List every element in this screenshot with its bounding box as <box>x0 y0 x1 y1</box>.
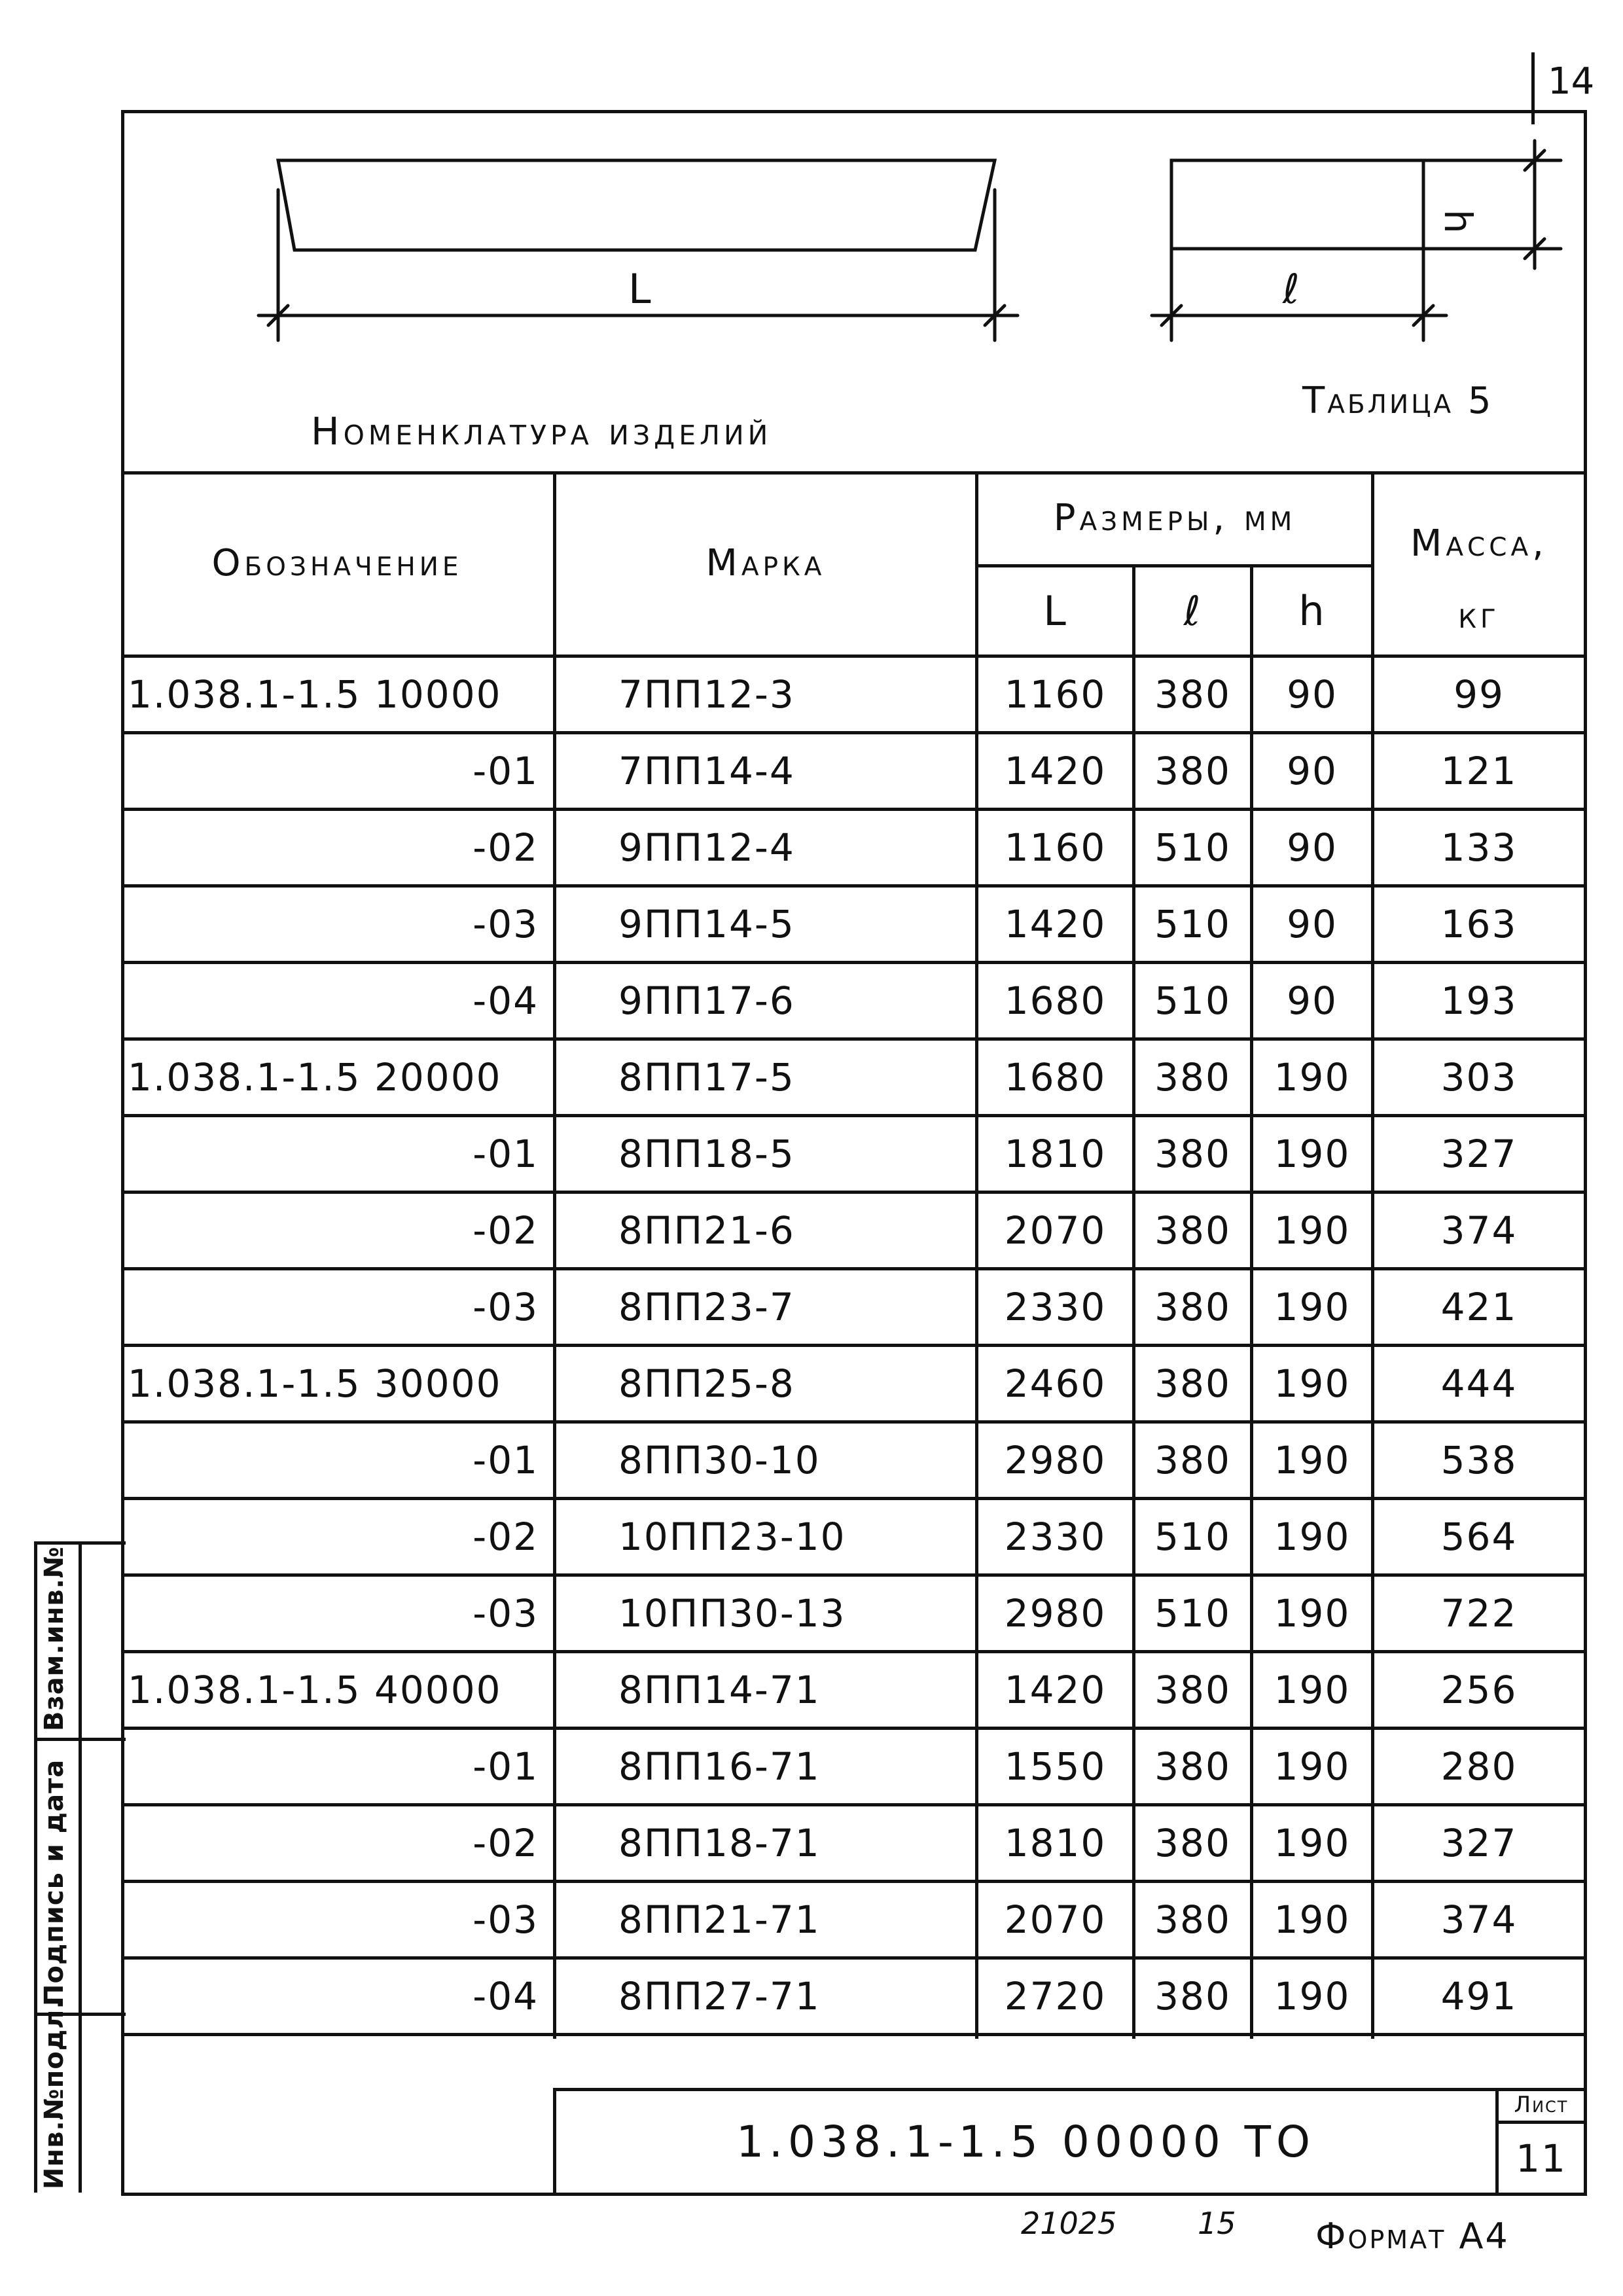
cell-mass: 421 <box>1440 1285 1518 1329</box>
cell-designation: -04 <box>473 1974 539 2018</box>
cell-b: 380 <box>1154 1285 1231 1329</box>
cell-L: 1810 <box>1004 1132 1107 1176</box>
cell-h: 90 <box>1287 749 1338 793</box>
header-mark: Марка <box>705 541 826 584</box>
side-label-replace-inv: Взам.инв.№ <box>39 1546 69 1731</box>
cell-designation: -03 <box>473 1897 539 1942</box>
cell-designation: 1.038.1-1.5 10000 <box>128 672 502 717</box>
sketch-label-L: L <box>628 265 651 313</box>
cell-L: 1680 <box>1004 1055 1107 1100</box>
cell-b: 380 <box>1154 1438 1231 1482</box>
cell-mark: 8ПП25-8 <box>618 1361 795 1406</box>
page-title: Номенклатура изделий <box>311 409 772 454</box>
cell-b: 380 <box>1154 749 1231 793</box>
cell-h: 190 <box>1274 1438 1351 1482</box>
cell-b: 380 <box>1154 1821 1231 1865</box>
cell-L: 1810 <box>1004 1821 1107 1865</box>
header-mass-line2: кг <box>1458 594 1500 637</box>
cell-L: 1160 <box>1004 672 1107 717</box>
cell-b: 380 <box>1154 1055 1231 1100</box>
sketch-label-h: h <box>1436 209 1480 234</box>
cell-mass: 444 <box>1440 1361 1518 1406</box>
cell-mark: 7ПП12-3 <box>618 672 795 717</box>
cell-b: 380 <box>1154 1974 1231 2018</box>
sketch-label-b: ℓ <box>1283 265 1300 313</box>
cell-h: 190 <box>1274 1285 1351 1329</box>
cell-mass: 193 <box>1440 978 1518 1023</box>
cell-b: 380 <box>1154 1744 1231 1789</box>
cell-designation: -02 <box>473 825 539 870</box>
page-number: 14 <box>1548 60 1595 103</box>
cell-b: 510 <box>1154 1591 1231 1636</box>
cell-b: 380 <box>1154 672 1231 717</box>
product-sketch <box>0 0 1623 367</box>
cell-h: 190 <box>1274 1744 1351 1789</box>
sheet-number: 11 <box>1516 2136 1567 2181</box>
sheet-label: Лист <box>1514 2092 1569 2118</box>
cell-L: 1420 <box>1004 749 1107 793</box>
cell-mark: 8ПП18-5 <box>618 1132 795 1176</box>
cell-L: 2070 <box>1004 1208 1107 1253</box>
cell-L: 2460 <box>1004 1361 1107 1406</box>
cell-mark: 10ПП23-10 <box>618 1515 846 1559</box>
header-L: L <box>1043 587 1067 635</box>
cell-b: 380 <box>1154 1668 1231 1712</box>
cell-designation: -01 <box>473 749 539 793</box>
cell-mass: 374 <box>1440 1897 1518 1942</box>
document-code: 1.038.1-1.5 00000 ТО <box>736 2117 1315 2167</box>
cell-mark: 9ПП14-5 <box>618 902 795 946</box>
cell-h: 90 <box>1287 825 1338 870</box>
cell-h: 90 <box>1287 672 1338 717</box>
cell-mark: 8ПП23-7 <box>618 1285 795 1329</box>
cell-mass: 133 <box>1440 825 1518 870</box>
cell-mass: 564 <box>1440 1515 1518 1559</box>
cell-h: 190 <box>1274 1668 1351 1712</box>
header-mass-line1: Масса, <box>1410 522 1548 565</box>
header-dimensions: Размеры, мм <box>1053 496 1296 539</box>
cell-b: 510 <box>1154 825 1231 870</box>
cell-b: 380 <box>1154 1361 1231 1406</box>
side-stamp-top <box>34 1541 126 1545</box>
cell-b: 380 <box>1154 1132 1231 1176</box>
cell-h: 190 <box>1274 1132 1351 1176</box>
side-label-signature-date: Подпись и дата <box>39 1759 69 2006</box>
cell-b: 380 <box>1154 1897 1231 1942</box>
cell-designation: -01 <box>473 1744 539 1789</box>
cell-mark: 9ПП12-4 <box>618 825 795 870</box>
cell-mark: 8ПП27-71 <box>618 1974 821 2018</box>
cell-mass: 327 <box>1440 1132 1518 1176</box>
cell-designation: -03 <box>473 1285 539 1329</box>
cell-L: 1160 <box>1004 825 1107 870</box>
cell-h: 190 <box>1274 1591 1351 1636</box>
cell-L: 1680 <box>1004 978 1107 1023</box>
cell-L: 2070 <box>1004 1897 1107 1942</box>
cell-mark: 8ПП16-71 <box>618 1744 821 1789</box>
cell-designation: -03 <box>473 902 539 946</box>
cell-mass: 280 <box>1440 1744 1518 1789</box>
cell-mark: 8ПП14-71 <box>618 1668 821 1712</box>
cell-h: 190 <box>1274 1055 1351 1100</box>
cell-L: 1550 <box>1004 1744 1107 1789</box>
cell-b: 510 <box>1154 902 1231 946</box>
header-b: ℓ <box>1183 587 1202 635</box>
cell-h: 190 <box>1274 1361 1351 1406</box>
frame-bottom <box>121 2193 1587 2196</box>
table-label: Таблица 5 <box>1302 380 1494 422</box>
footer-num: 15 <box>1198 2206 1236 2241</box>
cell-mass: 722 <box>1440 1591 1518 1636</box>
header-h: h <box>1298 587 1326 635</box>
side-stamp-outer <box>34 1541 37 2193</box>
cell-L: 2330 <box>1004 1515 1107 1559</box>
cell-mark: 8ПП30-10 <box>618 1438 821 1482</box>
cell-mass: 121 <box>1440 749 1518 793</box>
cell-designation: -03 <box>473 1591 539 1636</box>
cell-mass: 303 <box>1440 1055 1518 1100</box>
cell-mass: 163 <box>1440 902 1518 946</box>
cell-L: 2980 <box>1004 1438 1107 1482</box>
cell-L: 1420 <box>1004 1668 1107 1712</box>
cell-designation: -01 <box>473 1438 539 1482</box>
side-label-inv-original: Инв.№подл. <box>39 1998 69 2189</box>
cell-h: 190 <box>1274 1515 1351 1559</box>
cell-designation: 1.038.1-1.5 40000 <box>128 1668 502 1712</box>
cell-designation: 1.038.1-1.5 20000 <box>128 1055 502 1100</box>
cell-mark: 8ПП18-71 <box>618 1821 821 1865</box>
cell-L: 2330 <box>1004 1285 1107 1329</box>
cell-designation: -01 <box>473 1132 539 1176</box>
cell-designation: -02 <box>473 1515 539 1559</box>
cell-designation: -02 <box>473 1208 539 1253</box>
cell-b: 510 <box>1154 1515 1231 1559</box>
cell-mass: 256 <box>1440 1668 1518 1712</box>
cell-b: 380 <box>1154 1208 1231 1253</box>
cell-designation: -02 <box>473 1821 539 1865</box>
cell-mark: 8ПП21-71 <box>618 1897 821 1942</box>
cell-h: 90 <box>1287 978 1338 1023</box>
cell-L: 1420 <box>1004 902 1107 946</box>
footer-code: 21025 <box>1021 2206 1117 2241</box>
cell-mark: 7ПП14-4 <box>618 749 795 793</box>
beam-section <box>1171 160 1423 249</box>
cell-mass: 374 <box>1440 1208 1518 1253</box>
cell-mark: 8ПП21-6 <box>618 1208 795 1253</box>
footer-format: Формат А4 <box>1315 2215 1510 2257</box>
beam-elevation <box>278 160 995 250</box>
cell-mass: 99 <box>1454 672 1505 717</box>
cell-mass: 538 <box>1440 1438 1518 1482</box>
side-stamp-inner <box>79 1541 82 2193</box>
cell-mark: 8ПП17-5 <box>618 1055 795 1100</box>
cell-mark: 10ПП30-13 <box>618 1591 846 1636</box>
cell-h: 190 <box>1274 1897 1351 1942</box>
header-designation: Обозначение <box>211 541 463 584</box>
cell-designation: 1.038.1-1.5 30000 <box>128 1361 502 1406</box>
side-stamp-sep-1 <box>34 1738 126 1741</box>
cell-mass: 491 <box>1440 1974 1518 2018</box>
cell-L: 2720 <box>1004 1974 1107 2018</box>
cell-designation: -04 <box>473 978 539 1023</box>
cell-mass: 327 <box>1440 1821 1518 1865</box>
cell-h: 190 <box>1274 1208 1351 1253</box>
cell-h: 190 <box>1274 1821 1351 1865</box>
table-bottom-line <box>121 2033 1587 2036</box>
cell-h: 90 <box>1287 902 1338 946</box>
cell-h: 190 <box>1274 1974 1351 2018</box>
cell-L: 2980 <box>1004 1591 1107 1636</box>
cell-mark: 9ПП17-6 <box>618 978 795 1023</box>
cell-b: 510 <box>1154 978 1231 1023</box>
